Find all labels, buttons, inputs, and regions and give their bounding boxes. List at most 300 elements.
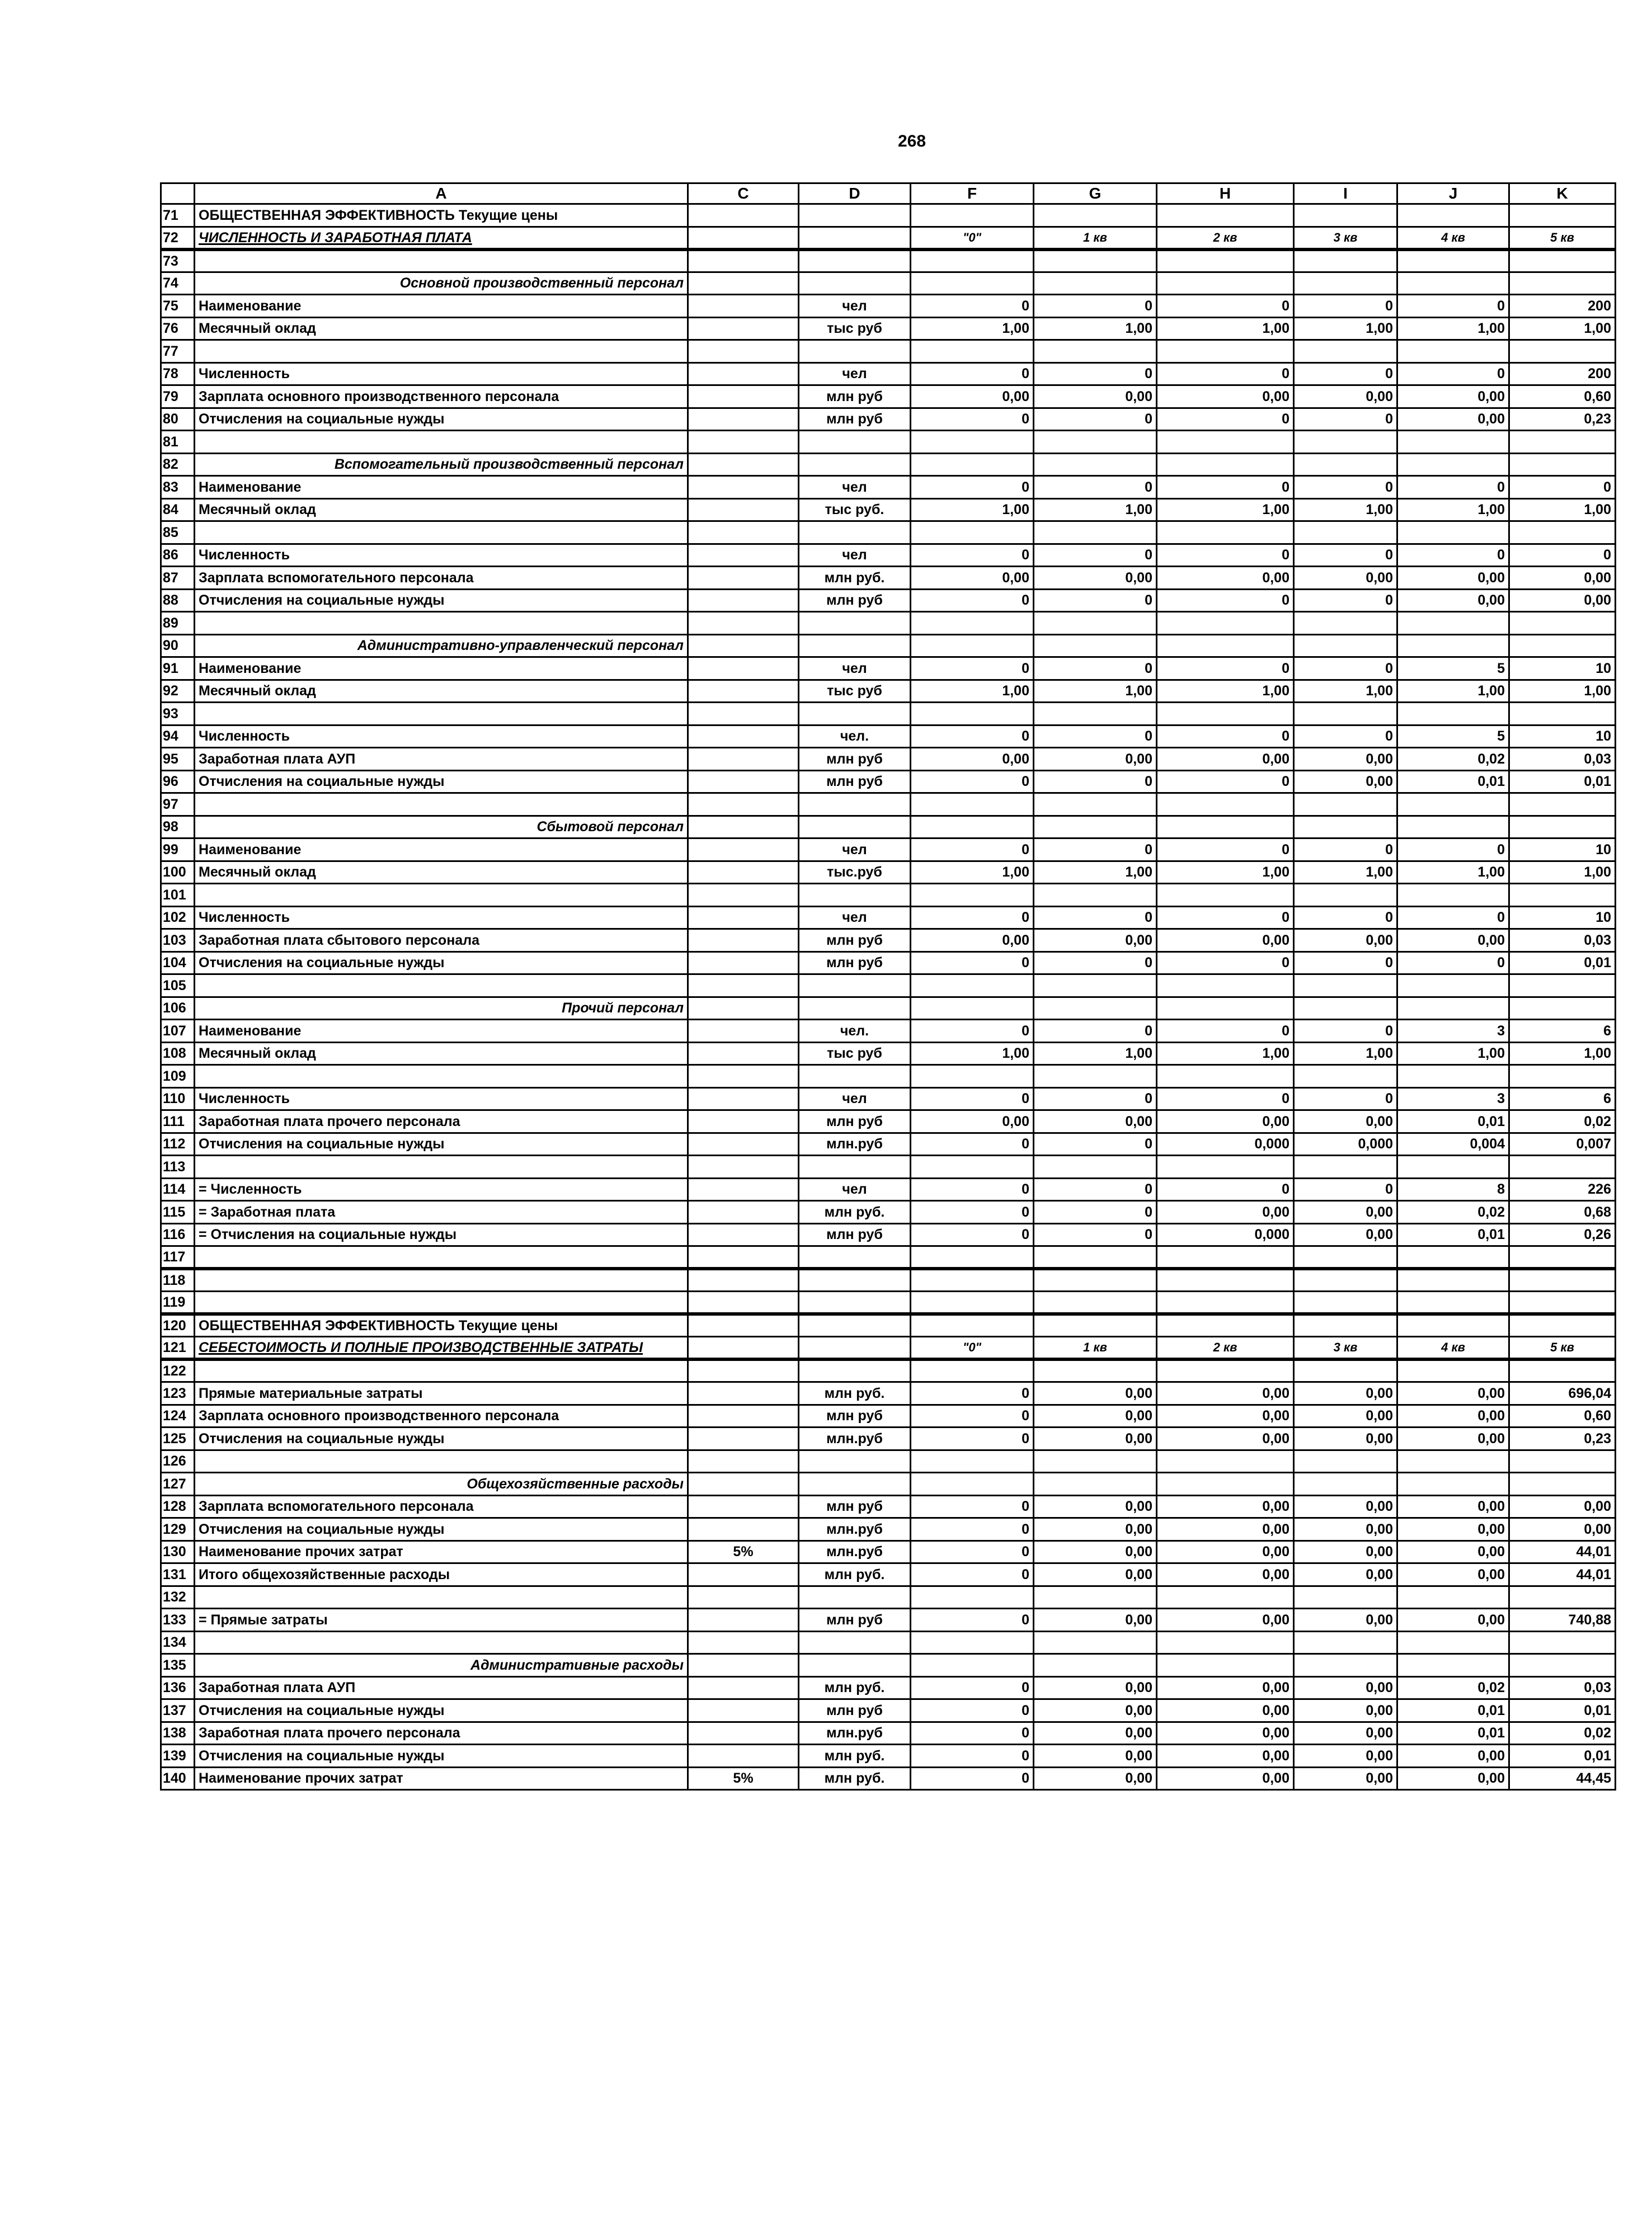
param-cell (688, 408, 799, 431)
param-cell (688, 1654, 799, 1677)
value-cell: 0,00 (1397, 408, 1509, 431)
value-cell: 1,00 (1157, 317, 1294, 340)
value-cell: 0,00 (1509, 567, 1616, 590)
value-cell: 0,26 (1509, 1223, 1616, 1246)
value-cell (911, 1269, 1034, 1292)
unit-cell: тыс руб (799, 317, 911, 340)
value-cell: 0,00 (1157, 1745, 1294, 1768)
param-cell (688, 544, 799, 567)
value-cell: 0 (911, 1699, 1034, 1722)
table-row (161, 884, 1616, 907)
unit-cell (799, 1156, 911, 1179)
value-cell: 8 (1397, 1178, 1509, 1201)
table-row (161, 1676, 1616, 1699)
table-row (161, 1020, 1616, 1043)
value-cell: 0,00 (1397, 1495, 1509, 1518)
value-cell: 0 (911, 1223, 1034, 1246)
param-cell (688, 816, 799, 838)
label-cell: = Численность (195, 1178, 688, 1201)
row-number-cell: 72 (161, 227, 195, 249)
param-cell (688, 589, 799, 612)
param-cell (688, 997, 799, 1020)
label-cell (195, 249, 688, 272)
value-cell: 0 (1157, 1178, 1294, 1201)
param-cell (688, 1337, 799, 1360)
label-cell (195, 1359, 688, 1382)
row-number-cell: 84 (161, 498, 195, 521)
value-cell: 1,00 (1397, 317, 1509, 340)
row-number-cell: 102 (161, 906, 195, 929)
value-cell: 0,00 (1034, 1699, 1157, 1722)
value-cell: 1,00 (1397, 1042, 1509, 1065)
value-cell: 0,00 (1397, 1518, 1509, 1541)
value-cell (1509, 634, 1616, 657)
value-cell (1509, 884, 1616, 907)
value-cell: 0,00 (1397, 1541, 1509, 1563)
value-cell: 0 (911, 906, 1034, 929)
value-cell: 0,00 (1034, 567, 1157, 590)
value-cell: 1,00 (1157, 861, 1294, 884)
value-cell (911, 1156, 1034, 1179)
table-row (161, 567, 1616, 590)
value-cell: 0 (911, 1563, 1034, 1586)
param-cell (688, 521, 799, 544)
value-cell: 1,00 (1034, 1042, 1157, 1065)
value-cell: 0 (1157, 725, 1294, 748)
value-cell: 0,00 (911, 929, 1034, 952)
row-number-cell: 134 (161, 1631, 195, 1654)
value-cell: 1,00 (1509, 861, 1616, 884)
table-row (161, 1292, 1616, 1315)
value-cell: 0,00 (1157, 1382, 1294, 1405)
value-cell: 0,00 (1034, 1428, 1157, 1450)
row-number-cell: 113 (161, 1156, 195, 1179)
value-cell (911, 431, 1034, 454)
value-cell (1034, 1314, 1157, 1337)
value-cell: 0 (1034, 1087, 1157, 1110)
value-cell: 1,00 (1509, 1042, 1616, 1065)
table-row (161, 249, 1616, 272)
param-cell (688, 793, 799, 816)
label-cell: Основной производственный персонал (195, 272, 688, 295)
label-cell: Прочий персонал (195, 997, 688, 1020)
unit-cell: тыс руб (799, 680, 911, 703)
value-cell (911, 272, 1034, 295)
table-row (161, 1654, 1616, 1677)
value-cell: 0,007 (1509, 1133, 1616, 1156)
value-cell: 0 (1034, 589, 1157, 612)
value-cell: 0,01 (1509, 951, 1616, 974)
row-number-cell: 97 (161, 793, 195, 816)
value-cell (1509, 1473, 1616, 1496)
param-cell (688, 1042, 799, 1065)
value-cell: 0 (911, 1518, 1034, 1541)
label-cell: Зарплата вспомогательного персонала (195, 1495, 688, 1518)
row-number-cell: 138 (161, 1722, 195, 1745)
value-cell: 1,00 (1034, 498, 1157, 521)
param-cell (688, 385, 799, 408)
label-cell: Отчисления на социальные нужды (195, 589, 688, 612)
table-row (161, 340, 1616, 363)
value-cell: 0,01 (1509, 770, 1616, 793)
value-cell (1157, 1631, 1294, 1654)
table-row (161, 1359, 1616, 1382)
row-number-cell: 91 (161, 657, 195, 680)
param-cell (688, 1359, 799, 1382)
table-row (161, 498, 1616, 521)
value-cell: 0,00 (1034, 1722, 1157, 1745)
unit-cell: чел. (799, 1020, 911, 1043)
label-cell: Численность (195, 1087, 688, 1110)
value-cell (911, 612, 1034, 635)
value-cell (1294, 884, 1397, 907)
unit-cell: млн руб. (799, 1201, 911, 1224)
column-header-k: K (1509, 183, 1616, 204)
value-cell (1509, 272, 1616, 295)
table-row (161, 634, 1616, 657)
param-cell (688, 884, 799, 907)
value-cell: 0,01 (1397, 770, 1509, 793)
table-row (161, 1631, 1616, 1654)
label-cell: СЕБЕСТОИМОСТЬ И ПОЛНЫЕ ПРОИЗВОДСТВЕННЫЕ ЗАТРАТЫ (195, 1337, 688, 1360)
table-row (161, 295, 1616, 318)
value-cell (1397, 272, 1509, 295)
value-cell (1034, 974, 1157, 997)
value-cell: 3 кв (1294, 227, 1397, 249)
value-cell (1397, 1631, 1509, 1654)
value-cell: 0,00 (1294, 1495, 1397, 1518)
column-header-f: F (911, 183, 1034, 204)
value-cell: 0,00 (1294, 1541, 1397, 1563)
label-cell (195, 1246, 688, 1269)
value-cell: 0 (1034, 408, 1157, 431)
value-cell: 0 (1034, 1223, 1157, 1246)
value-cell: 0 (1157, 657, 1294, 680)
value-cell: 0 (911, 1087, 1034, 1110)
value-cell: 0,00 (1294, 1382, 1397, 1405)
value-cell: 0 (1397, 544, 1509, 567)
value-cell (1397, 793, 1509, 816)
value-cell (1157, 521, 1294, 544)
value-cell: 0,00 (1034, 1110, 1157, 1133)
value-cell (1397, 1292, 1509, 1315)
unit-cell (799, 521, 911, 544)
value-cell: 0 (1294, 1020, 1397, 1043)
value-cell: 0 (1157, 362, 1294, 385)
table-row (161, 431, 1616, 454)
param-cell: 5% (688, 1767, 799, 1790)
value-cell: 0,03 (1509, 748, 1616, 771)
value-cell: 740,88 (1509, 1609, 1616, 1632)
value-cell (1509, 816, 1616, 838)
param-cell (688, 1405, 799, 1428)
row-number-cell: 116 (161, 1223, 195, 1246)
value-cell: 0,000 (1157, 1223, 1294, 1246)
unit-cell (799, 1359, 911, 1382)
unit-cell: млн руб (799, 951, 911, 974)
param-cell (688, 725, 799, 748)
value-cell: 0,00 (1294, 385, 1397, 408)
value-cell: 0 (1294, 657, 1397, 680)
value-cell (1509, 1269, 1616, 1292)
value-cell: 0,02 (1397, 1201, 1509, 1224)
label-cell (195, 703, 688, 726)
value-cell: 0 (1397, 951, 1509, 974)
unit-cell: млн.руб (799, 1133, 911, 1156)
label-cell: Итого общехозяйственные расходы (195, 1563, 688, 1586)
param-cell (688, 1292, 799, 1315)
value-cell (1034, 1246, 1157, 1269)
row-number-cell: 78 (161, 362, 195, 385)
unit-cell (799, 1337, 911, 1360)
row-number-cell: 139 (161, 1745, 195, 1768)
value-cell: 0 (911, 362, 1034, 385)
value-cell: 0,00 (1294, 1110, 1397, 1133)
value-cell (1294, 272, 1397, 295)
value-cell: 0,00 (1034, 1541, 1157, 1563)
label-cell (195, 521, 688, 544)
label-cell: ОБЩЕСТВЕННАЯ ЭФФЕКТИВНОСТЬ Текущие цены (195, 204, 688, 227)
label-cell: Отчисления на социальные нужды (195, 770, 688, 793)
row-number-cell: 131 (161, 1563, 195, 1586)
column-header-a: A (195, 183, 688, 204)
row-number-cell: 105 (161, 974, 195, 997)
value-cell (1397, 884, 1509, 907)
value-cell (1397, 1473, 1509, 1496)
value-cell (1034, 1359, 1157, 1382)
label-cell: Численность (195, 725, 688, 748)
param-cell (688, 1473, 799, 1496)
param-cell (688, 1087, 799, 1110)
unit-cell: млн.руб (799, 1541, 911, 1563)
value-cell: 0,00 (1294, 1609, 1397, 1632)
row-number-cell: 128 (161, 1495, 195, 1518)
value-cell (1294, 1314, 1397, 1337)
unit-cell (799, 1269, 911, 1292)
value-cell (1294, 1586, 1397, 1609)
row-number-cell: 107 (161, 1020, 195, 1043)
row-number-cell: 101 (161, 884, 195, 907)
value-cell (1157, 1586, 1294, 1609)
value-cell: 0,00 (1157, 1428, 1294, 1450)
label-cell: Месячный оклад (195, 680, 688, 703)
label-cell: Вспомогательный производственный персонал (195, 453, 688, 476)
value-cell: 0,00 (1397, 1563, 1509, 1586)
row-number-cell: 71 (161, 204, 195, 227)
value-cell: 0,60 (1509, 385, 1616, 408)
value-cell: 0 (911, 1201, 1034, 1224)
value-cell (911, 1359, 1034, 1382)
value-cell (1397, 521, 1509, 544)
value-cell: 0 (1157, 1087, 1294, 1110)
value-cell: 5 кв (1509, 1337, 1616, 1360)
value-cell: 0 (1294, 589, 1397, 612)
value-cell: 0 (1509, 544, 1616, 567)
param-cell (688, 1382, 799, 1405)
label-cell: Отчисления на социальные нужды (195, 1428, 688, 1450)
value-cell (1034, 1586, 1157, 1609)
value-cell: 0 (911, 1178, 1034, 1201)
row-number-cell: 124 (161, 1405, 195, 1428)
value-cell (911, 1473, 1034, 1496)
value-cell (1397, 634, 1509, 657)
value-cell: 0 (1157, 906, 1294, 929)
value-cell: 0,00 (1509, 589, 1616, 612)
column-header-row (161, 183, 1616, 204)
value-cell: 2 кв (1157, 227, 1294, 249)
value-cell: 0,00 (1294, 567, 1397, 590)
param-cell (688, 1020, 799, 1043)
value-cell (1397, 1314, 1509, 1337)
value-cell (1034, 1450, 1157, 1473)
value-cell (1157, 1269, 1294, 1292)
value-cell (1294, 793, 1397, 816)
row-number-cell: 77 (161, 340, 195, 363)
label-cell (195, 1065, 688, 1088)
value-cell: 0,00 (1397, 589, 1509, 612)
table-row (161, 1767, 1616, 1790)
value-cell: 1 кв (1034, 1337, 1157, 1360)
value-cell: 200 (1509, 295, 1616, 318)
value-cell (1397, 1450, 1509, 1473)
value-cell: 0 (1157, 295, 1294, 318)
value-cell: 0,01 (1397, 1223, 1509, 1246)
param-cell (688, 770, 799, 793)
spreadsheet-table (160, 182, 1616, 1791)
value-cell (1294, 340, 1397, 363)
row-number-cell: 114 (161, 1178, 195, 1201)
value-cell (1034, 1473, 1157, 1496)
value-cell: 0,02 (1509, 1722, 1616, 1745)
value-cell (1157, 1292, 1294, 1315)
value-cell: 1,00 (1397, 680, 1509, 703)
table-row (161, 544, 1616, 567)
table-row (161, 748, 1616, 771)
value-cell: 0 (911, 408, 1034, 431)
table-row (161, 1450, 1616, 1473)
value-cell (1294, 703, 1397, 726)
value-cell (1397, 249, 1509, 272)
value-cell: 1,00 (911, 861, 1034, 884)
value-cell (1157, 1654, 1294, 1677)
value-cell: 0,00 (1157, 1541, 1294, 1563)
table-row (161, 974, 1616, 997)
unit-cell (799, 272, 911, 295)
label-cell: Наименование (195, 838, 688, 861)
value-cell (1157, 793, 1294, 816)
value-cell: 0 (1157, 544, 1294, 567)
value-cell: 0 (1397, 362, 1509, 385)
value-cell: 0,00 (1034, 929, 1157, 952)
value-cell: 0,00 (1034, 1382, 1157, 1405)
value-cell: 0,00 (1157, 385, 1294, 408)
label-cell: Месячный оклад (195, 498, 688, 521)
table-row (161, 1518, 1616, 1541)
table-row (161, 362, 1616, 385)
row-number-cell: 106 (161, 997, 195, 1020)
column-header-h: H (1157, 183, 1294, 204)
param-cell (688, 1178, 799, 1201)
unit-cell (799, 884, 911, 907)
label-cell (195, 884, 688, 907)
table-row (161, 476, 1616, 499)
value-cell (911, 1246, 1034, 1269)
value-cell (911, 884, 1034, 907)
unit-cell: чел (799, 362, 911, 385)
unit-cell (799, 1065, 911, 1088)
value-cell: 0 (1034, 906, 1157, 929)
label-cell: Наименование (195, 657, 688, 680)
value-cell: 0,00 (1157, 748, 1294, 771)
param-cell (688, 498, 799, 521)
value-cell (1294, 249, 1397, 272)
label-cell: ЧИСЛЕННОСТЬ И ЗАРАБОТНАЯ ПЛАТА (195, 227, 688, 249)
value-cell (1157, 1156, 1294, 1179)
table-row (161, 1745, 1616, 1768)
param-cell (688, 476, 799, 499)
value-cell: 0 (1294, 838, 1397, 861)
value-cell: 0 (1294, 476, 1397, 499)
value-cell: 1,00 (1157, 498, 1294, 521)
value-cell (1034, 703, 1157, 726)
label-cell: ОБЩЕСТВЕННАЯ ЭФФЕКТИВНОСТЬ Текущие цены (195, 1314, 688, 1337)
value-cell: 0,23 (1509, 1428, 1616, 1450)
unit-cell: чел. (799, 725, 911, 748)
row-number-cell: 75 (161, 295, 195, 318)
value-cell (1509, 1246, 1616, 1269)
value-cell (1157, 1246, 1294, 1269)
value-cell: 6 (1509, 1020, 1616, 1043)
value-cell: 0,00 (1157, 929, 1294, 952)
unit-cell: млн.руб (799, 1722, 911, 1745)
value-cell (1509, 974, 1616, 997)
value-cell: 0,00 (1034, 1767, 1157, 1790)
row-number-cell: 126 (161, 1450, 195, 1473)
label-cell: Зарплата вспомогательного персонала (195, 567, 688, 590)
value-cell (1397, 612, 1509, 635)
unit-cell: чел (799, 657, 911, 680)
value-cell (1397, 703, 1509, 726)
unit-cell (799, 997, 911, 1020)
unit-cell (799, 634, 911, 657)
param-cell (688, 951, 799, 974)
value-cell: 0 (911, 544, 1034, 567)
value-cell (1509, 521, 1616, 544)
label-cell (195, 612, 688, 635)
value-cell: 1,00 (1157, 680, 1294, 703)
row-number-cell: 93 (161, 703, 195, 726)
param-cell (688, 1110, 799, 1133)
value-cell (911, 204, 1034, 227)
value-cell (1397, 1156, 1509, 1179)
value-cell: 0,000 (1294, 1133, 1397, 1156)
value-cell: 0 (911, 1405, 1034, 1428)
value-cell: 4 кв (1397, 1337, 1509, 1360)
value-cell: 0,00 (1294, 770, 1397, 793)
table-row (161, 1133, 1616, 1156)
value-cell: 0,00 (1294, 1699, 1397, 1722)
param-cell (688, 362, 799, 385)
value-cell: 1,00 (1509, 680, 1616, 703)
row-number-cell: 123 (161, 1382, 195, 1405)
row-number-cell: 81 (161, 431, 195, 454)
row-number-cell: 98 (161, 816, 195, 838)
value-cell: 0,60 (1509, 1405, 1616, 1428)
unit-cell: млн.руб (799, 1428, 911, 1450)
unit-cell (799, 974, 911, 997)
table-row (161, 1495, 1616, 1518)
value-cell: 0,02 (1509, 1110, 1616, 1133)
